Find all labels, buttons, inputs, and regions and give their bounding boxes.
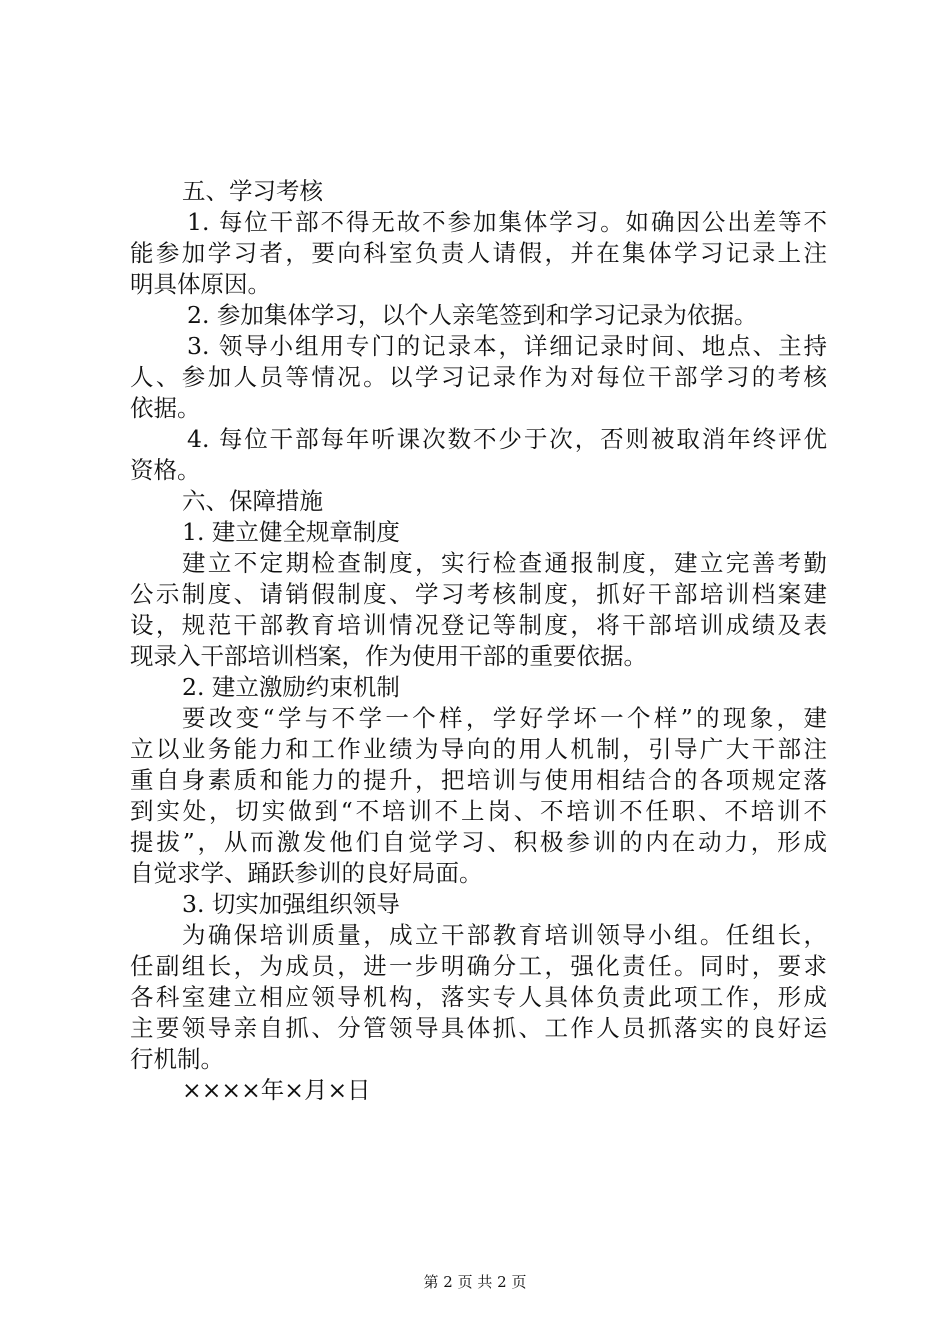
paragraph-line: 任副组长，为成员，进一步明确分工，强化责任。同时，要求 <box>130 952 827 980</box>
paragraph-line: 2. 参加集体学习，以个人亲笔签到和学习记录为依据。 <box>187 301 758 329</box>
subheading: 2. 建立激励约束机制 <box>182 673 400 701</box>
paragraph-line: 为确保培训质量，成立干部教育培训领导小组。任组长， <box>182 921 827 949</box>
paragraph-line: 1. 每位干部不得无故不参加集体学习。如确因公出差等不 <box>187 208 827 236</box>
paragraph-line: 3. 领导小组用专门的记录本，详细记录时间、地点、主持 <box>187 332 827 360</box>
paragraph-line: 现录入干部培训档案，作为使用干部的重要依据。 <box>130 642 647 670</box>
paragraph-line: 资格。 <box>130 456 201 484</box>
paragraph-line: 设，规范干部教育培训情况登记等制度，将干部培训成绩及表 <box>130 611 827 639</box>
subheading: 1. 建立健全规章制度 <box>182 518 400 546</box>
paragraph-line: 到实处，切实做到“不培训不上岗、不培训不任职、不培训不 <box>130 797 827 825</box>
paragraph-line: 立以业务能力和工作业绩为导向的用人机制，引导广大干部注 <box>130 735 827 763</box>
subheading: 3. 切实加强组织领导 <box>182 890 400 918</box>
paragraph-line: 行机制。 <box>130 1045 224 1073</box>
paragraph-line: 要改变“学与不学一个样，学好学坏一个样”的现象，建 <box>182 704 827 732</box>
section-heading-assessment: 五、学习考核 <box>182 177 323 205</box>
paragraph-line: 自觉求学、踊跃参训的良好局面。 <box>130 859 483 887</box>
paragraph-line: 人、参加人员等情况。以学习记录作为对每位干部学习的考核 <box>130 363 827 391</box>
paragraph-line: 建立不定期检查制度，实行检查通报制度，建立完善考勤 <box>182 549 827 577</box>
paragraph-line: 明具体原因。 <box>130 270 271 298</box>
document-date: ××××年×月×日 <box>182 1076 371 1104</box>
paragraph-line: 重自身素质和能力的提升，把培训与使用相结合的各项规定落 <box>130 766 827 794</box>
paragraph-line: 公示制度、请销假制度、学习考核制度，抓好干部培训档案建 <box>130 580 827 608</box>
paragraph-line: 依据。 <box>130 394 201 422</box>
paragraph-line: 4. 每位干部每年听课次数不少于次，否则被取消年终评优 <box>187 425 827 453</box>
page-number-footer: 第 2 页 共 2 页 <box>423 1273 527 1291</box>
paragraph-line: 提拔”，从而激发他们自觉学习、积极参训的内在动力，形成 <box>130 828 827 856</box>
paragraph-line: 各科室建立相应领导机构，落实专人具体负责此项工作，形成 <box>130 983 827 1011</box>
paragraph-line: 主要领导亲自抓、分管领导具体抓、工作人员抓落实的良好运 <box>130 1014 827 1042</box>
paragraph-line: 能参加学习者，要向科室负责人请假，并在集体学习记录上注 <box>130 239 827 267</box>
section-heading-safeguards: 六、保障措施 <box>182 487 323 515</box>
